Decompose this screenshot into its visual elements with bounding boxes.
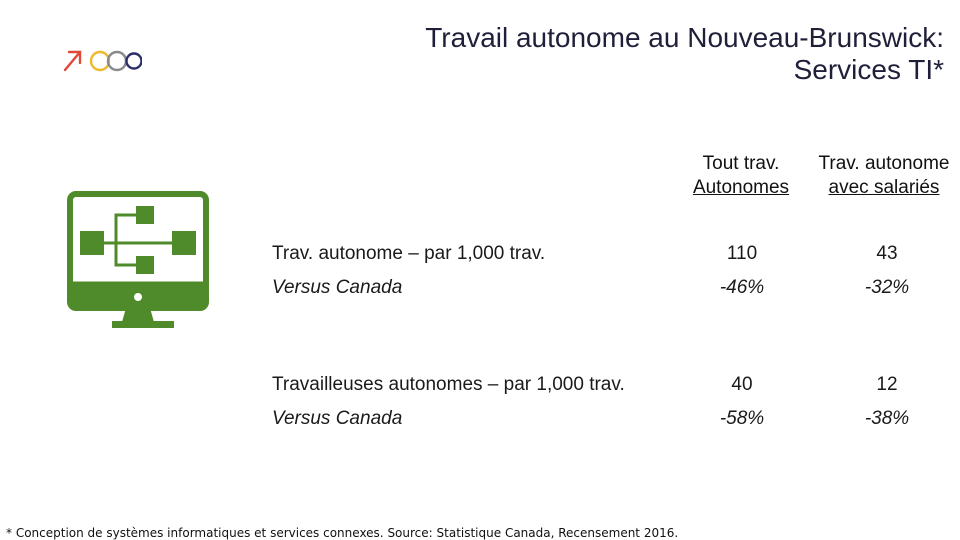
column-header-line-1: Tout trav. — [702, 153, 780, 174]
table-cell: -38% — [864, 408, 910, 429]
column-header-with-employees — [808, 152, 960, 200]
arrow-and-circles-logo — [62, 48, 142, 74]
row-label-self-employed-per-1000: Trav. autonome – par 1,000 trav. — [272, 243, 546, 264]
table-cell: -46% — [719, 277, 765, 298]
table-cell: 12 — [876, 374, 898, 395]
table-cell: 40 — [731, 374, 753, 395]
row-label-versus-canada: Versus Canada — [272, 277, 403, 298]
table-cell: 110 — [726, 243, 758, 264]
table-cell: -58% — [719, 408, 765, 429]
row-label-versus-canada: Versus Canada — [272, 408, 403, 429]
row-label-women-self-employed-per-1000: Travailleuses autonomes – par 1,000 trav. — [272, 374, 625, 395]
page-title — [304, 22, 944, 86]
column-header-line-2: avec salariés — [828, 177, 940, 198]
column-header-line-1: Trav. autonome — [818, 153, 950, 174]
monitor-network-icon — [66, 190, 210, 332]
footnote: * Conception de systèmes informatiques et services connexes. Source: Statistique Canada, Recensement 2016. — [6, 526, 679, 540]
title-line-2: Services TI* — [793, 54, 944, 85]
title-line-1: Travail autonome au Nouveau-Brunswick: — [425, 22, 944, 53]
table-cell: 43 — [876, 243, 898, 264]
column-header-line-2: Autonomes — [692, 177, 790, 198]
table-cell: -32% — [864, 277, 910, 298]
column-header-all-self-employed — [676, 152, 806, 200]
